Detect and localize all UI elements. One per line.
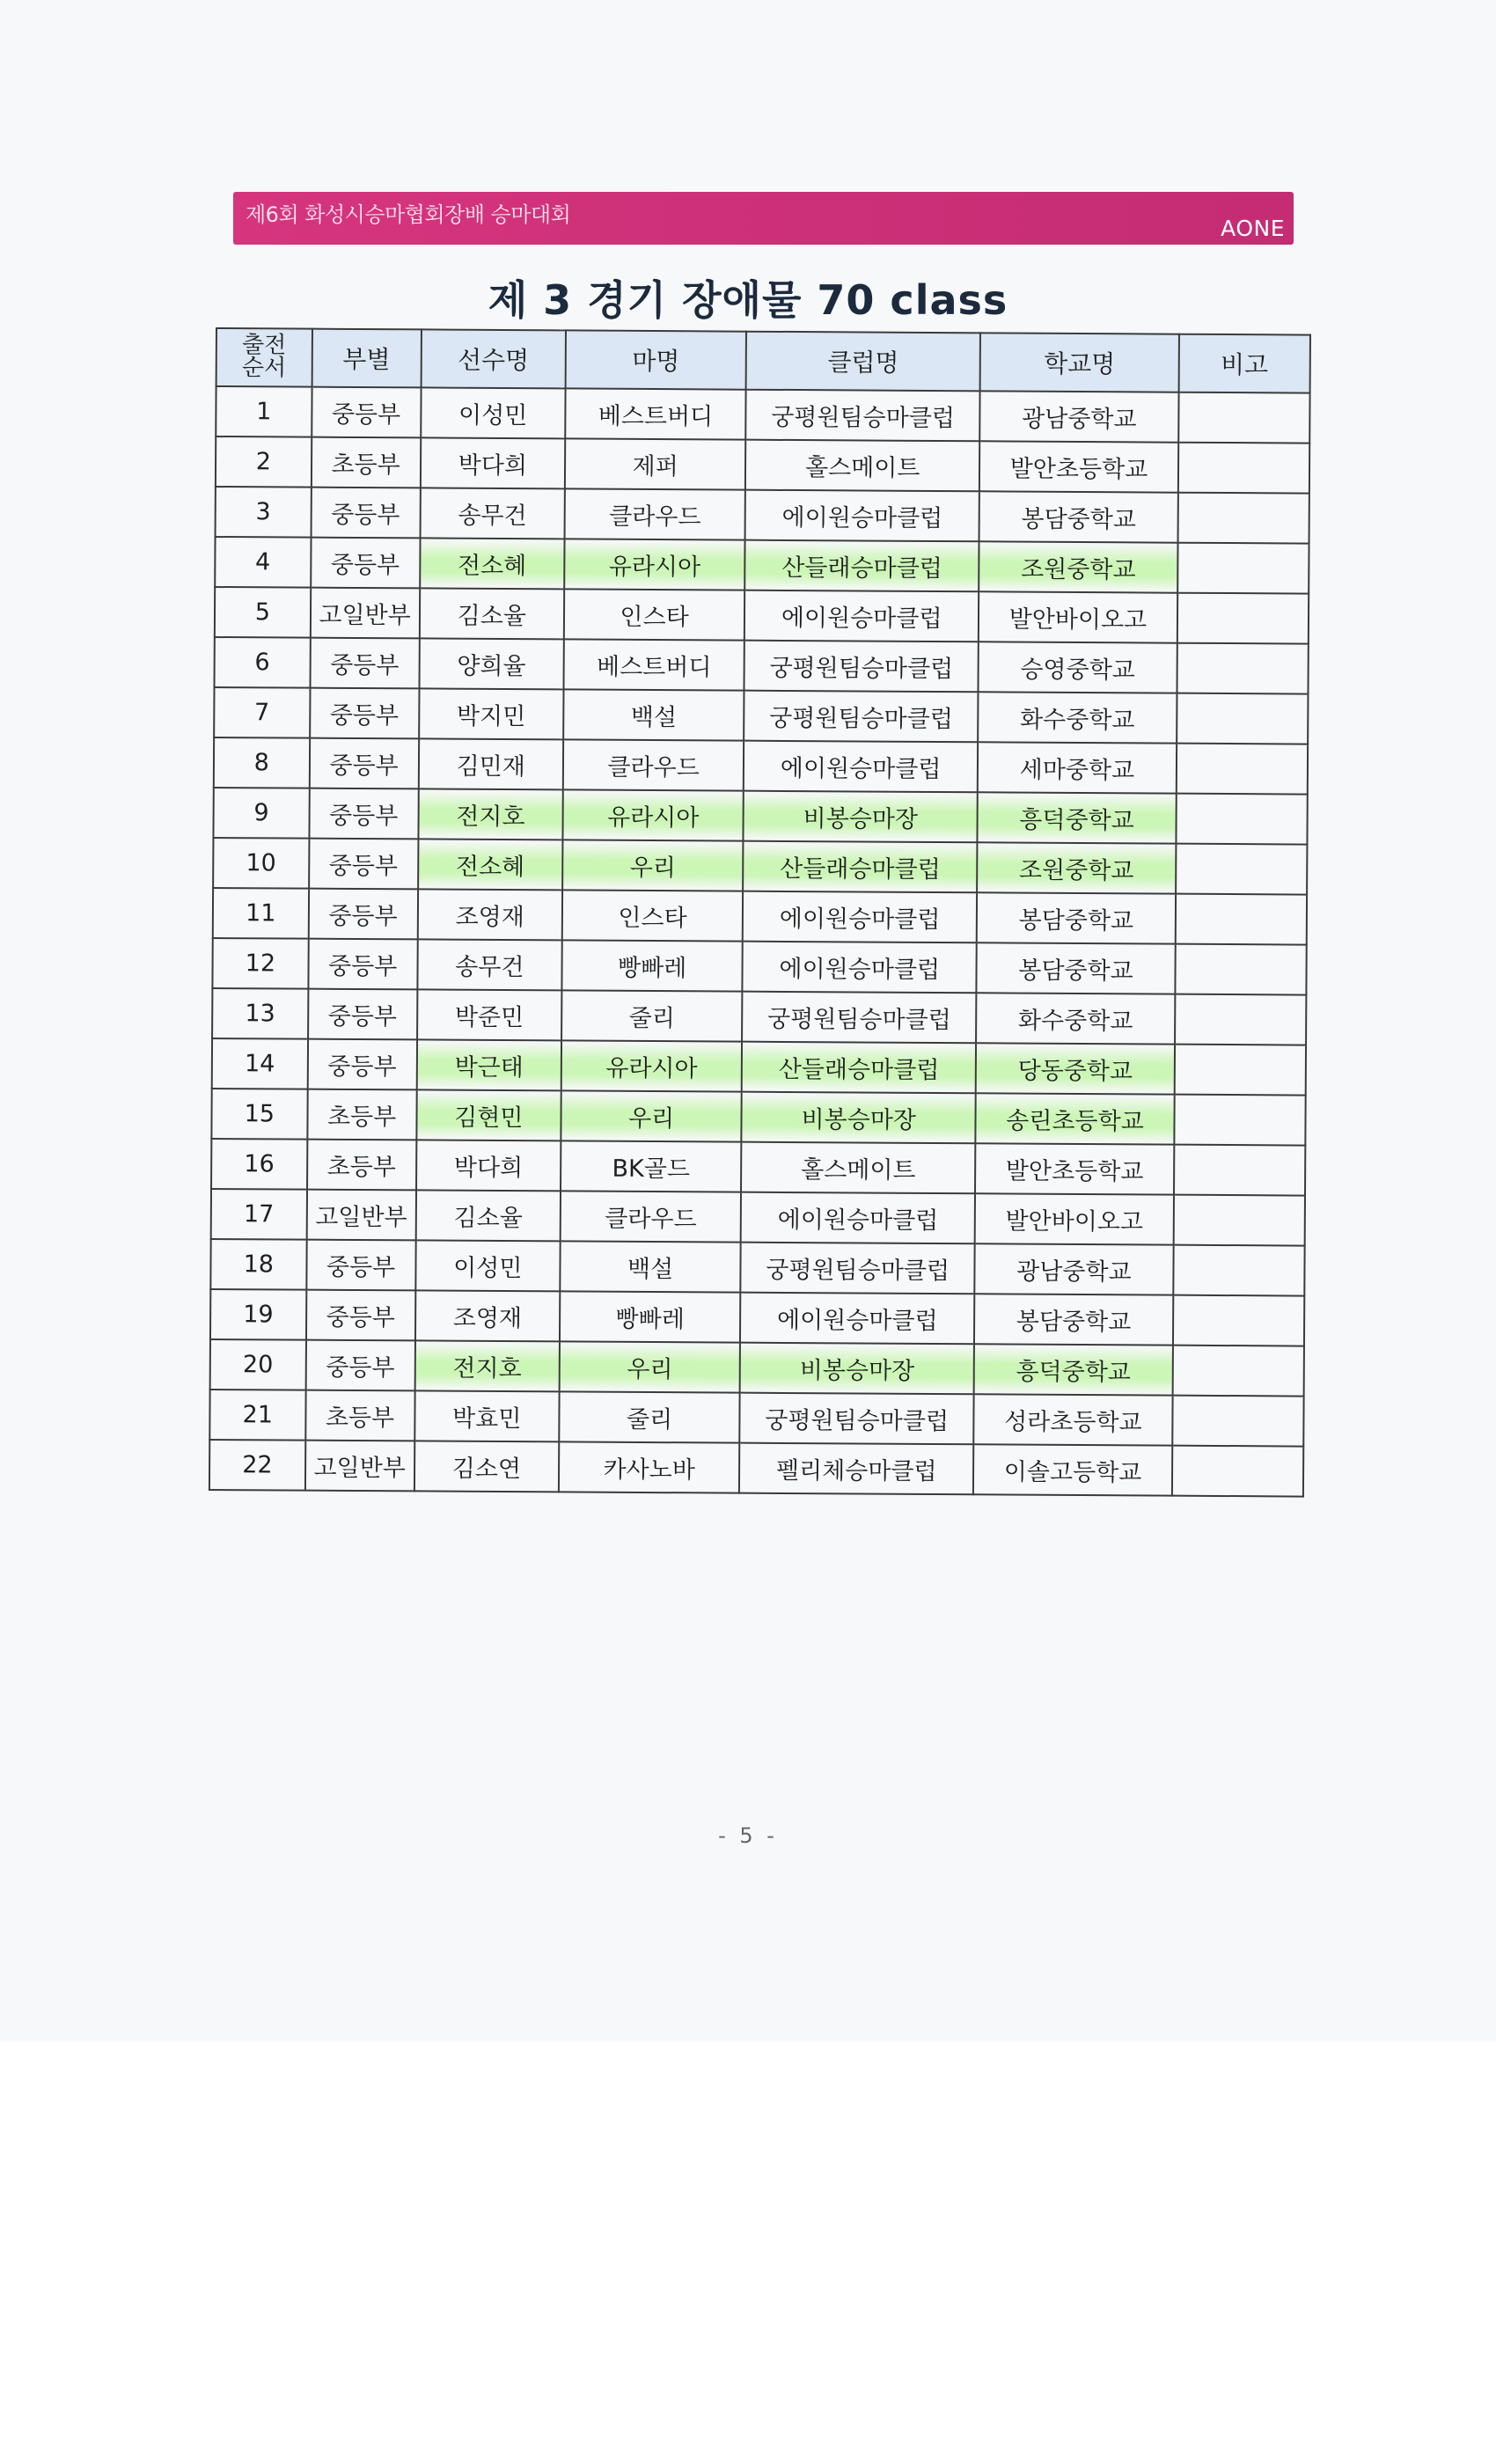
horse-cell: 유라시아 [564,539,744,590]
table-row [216,436,1309,494]
rider-cell: 조영재 [417,889,562,940]
rider-cell: 박다희 [420,437,565,488]
division-cell: 초등부 [305,1390,414,1441]
school-cell: 화수중학교 [978,692,1177,743]
club-cell: 에이원승마클럽 [744,590,979,642]
note-cell [1175,894,1307,945]
horse-cell: 제퍼 [565,438,745,489]
club-cell: 에이원승마클럽 [745,490,979,542]
column-header-order: 출전 순서 [216,328,312,387]
note-cell [1177,643,1309,694]
club-cell: 궁평원팀승마클럽 [739,1393,973,1445]
rider-cell: 김소율 [419,588,564,639]
club-cell: 산들래승마클럽 [742,1042,976,1094]
school-cell: 발안바이오고 [975,1193,1174,1244]
event-name: 제6회 화성시승마협회장배 승마대회 [246,202,571,227]
table-row [214,687,1308,744]
division-cell: 중등부 [306,1240,415,1291]
order-cell: 5 [215,587,311,638]
table-row [213,838,1307,895]
table-row [210,1339,1304,1397]
rider-cell: 송무건 [420,488,565,539]
order-cell: 14 [212,1038,308,1089]
table-row [216,487,1309,544]
division-cell: 중등부 [310,638,419,689]
school-cell: 봉담중학교 [977,892,1176,943]
horse-cell: BK골드 [561,1140,741,1192]
horse-cell: 빵빠레 [561,940,742,991]
table-row [209,1390,1303,1447]
club-cell: 궁평원팀승마클럽 [745,390,979,442]
note-cell [1172,1396,1304,1447]
order-cell: 19 [210,1289,306,1340]
school-cell: 당동중학교 [976,1043,1175,1094]
division-cell: 초등부 [307,1140,416,1191]
club-cell: 홀스메이트 [741,1142,975,1194]
note-cell [1177,543,1309,594]
rider-cell: 전소혜 [418,839,563,890]
school-cell: 발안바이오고 [979,591,1177,642]
horse-cell: 클라우드 [565,488,745,539]
school-cell: 흥덕중학교 [978,792,1177,843]
division-cell: 중등부 [309,788,418,840]
table-row [210,1239,1304,1296]
division-cell: 고일반부 [305,1441,414,1492]
order-cell: 13 [212,988,308,1039]
note-cell [1176,794,1308,845]
table-row [214,737,1308,795]
rider-cell: 박지민 [419,688,564,739]
club-cell: 궁평원팀승마클럽 [744,641,979,693]
column-header-club: 클럽명 [746,332,980,392]
club-cell: 궁평원팀승마클럽 [742,992,976,1044]
order-cell: 17 [211,1189,307,1240]
order-cell: 10 [213,838,309,889]
table-row [213,788,1307,845]
table-row [215,587,1309,644]
note-cell [1175,944,1307,995]
rider-cell: 박다희 [416,1140,561,1191]
division-cell: 중등부 [311,488,420,539]
order-cell: 22 [209,1440,305,1491]
column-header-rider: 선수명 [421,329,566,388]
note-cell [1174,1145,1306,1196]
table-row [211,1189,1305,1246]
order-cell: 18 [210,1239,306,1290]
horse-cell: 우리 [561,1090,741,1141]
table-row [216,386,1309,444]
rider-cell: 김현민 [416,1089,561,1140]
note-cell [1172,1446,1304,1497]
rider-cell: 박근태 [416,1039,561,1090]
school-cell: 봉담중학교 [977,942,1176,994]
note-cell [1177,693,1309,744]
division-cell: 중등부 [307,1039,416,1090]
order-cell: 6 [215,637,311,688]
table-row [212,938,1306,995]
order-cell: 2 [216,436,312,488]
club-cell: 에이원승마클럽 [743,891,977,943]
order-cell: 1 [216,386,312,437]
division-cell: 중등부 [308,889,417,940]
club-cell: 에이원승마클럽 [741,1192,975,1244]
division-cell: 중등부 [306,1290,415,1341]
horse-cell: 유라시아 [561,1040,742,1091]
rider-cell: 전지호 [414,1340,560,1391]
table-row [211,1139,1305,1196]
horse-cell: 클라우드 [563,739,744,790]
order-cell: 8 [214,737,310,788]
club-cell: 비봉승마장 [742,1092,976,1144]
table-row [212,1038,1306,1096]
club-cell: 에이원승마클럽 [744,741,978,793]
school-cell: 봉담중학교 [979,491,1178,542]
horse-cell: 우리 [560,1341,740,1392]
order-cell: 9 [213,788,309,839]
school-cell: 송린초등학교 [976,1093,1175,1144]
horse-cell: 인스타 [564,589,744,640]
horse-cell: 베스트버디 [565,388,745,439]
division-cell: 중등부 [312,387,421,438]
note-cell [1176,844,1308,895]
horse-cell: 카사노바 [559,1441,739,1492]
division-cell: 초등부 [307,1089,416,1140]
order-cell: 3 [216,487,312,538]
division-cell: 중등부 [311,538,420,589]
club-cell: 에이원승마클럽 [740,1293,974,1345]
division-cell: 중등부 [309,738,418,789]
school-cell: 발안초등학교 [975,1143,1174,1194]
note-cell [1177,493,1309,544]
division-cell: 초등부 [312,437,421,488]
page-number: - 5 - [718,1823,778,1848]
order-cell: 4 [215,537,311,588]
rider-cell: 양희율 [419,638,564,689]
division-cell: 고일반부 [311,588,420,639]
column-header-horse: 마명 [566,330,747,389]
club-cell: 궁평원팀승마클럽 [740,1243,974,1294]
horse-cell: 클라우드 [561,1191,741,1242]
order-cell: 21 [209,1390,305,1441]
note-cell [1173,1245,1305,1296]
horse-cell: 빵빠레 [560,1291,740,1342]
horse-cell: 인스타 [562,890,743,941]
horse-cell: 줄리 [559,1391,739,1442]
division-cell: 고일반부 [306,1190,415,1241]
club-cell: 산들래승마클럽 [743,841,977,893]
event-header-bar [233,192,1294,245]
table-row [210,1289,1304,1346]
note-cell [1177,593,1309,644]
school-cell: 화수중학교 [976,993,1175,1044]
club-cell: 궁평원팀승마클럽 [744,691,978,743]
table-body [209,386,1310,1497]
note-cell [1174,1045,1306,1096]
rider-cell: 김민재 [418,738,563,789]
club-cell: 산들래승마클럽 [744,540,979,592]
horse-cell: 백설 [563,689,744,740]
school-cell: 세마중학교 [978,742,1177,793]
rider-cell: 박준민 [417,989,562,1040]
horse-cell: 우리 [562,840,743,891]
school-cell: 이솔고등학교 [973,1444,1172,1495]
division-cell: 중등부 [309,839,418,890]
start-order-table [209,327,1311,1498]
school-cell: 발안초등학교 [979,441,1178,492]
note-cell [1178,392,1310,444]
rider-cell: 조영재 [415,1290,561,1341]
column-header-note: 비고 [1178,334,1310,393]
school-cell: 광남중학교 [975,1243,1174,1294]
table-row [212,988,1306,1045]
table-row [215,537,1309,594]
rider-cell: 전소혜 [420,538,565,589]
table-row [215,637,1309,694]
order-cell: 15 [211,1089,307,1140]
division-cell: 중등부 [308,989,417,1040]
rider-cell: 김소연 [414,1441,559,1492]
division-cell: 중등부 [308,939,417,990]
horse-cell: 줄리 [561,990,742,1041]
school-cell: 성라초등학교 [973,1394,1172,1445]
rider-cell: 김소율 [415,1190,561,1241]
table-row [209,1440,1303,1497]
note-cell [1173,1195,1305,1246]
school-cell: 봉담중학교 [974,1294,1173,1345]
school-cell: 흥덕중학교 [974,1344,1173,1395]
school-cell: 광남중학교 [979,391,1178,442]
club-cell: 비봉승마장 [740,1343,974,1395]
club-cell: 펠리체승마클럽 [739,1443,973,1495]
table-header-row [216,328,1310,393]
school-cell: 승영중학교 [979,642,1177,693]
horse-cell: 백설 [560,1241,740,1292]
club-cell: 비봉승마장 [744,791,978,843]
note-cell [1175,994,1307,1045]
column-header-division: 부별 [312,329,421,388]
rider-cell: 이성민 [415,1240,561,1291]
order-cell: 11 [213,888,309,939]
rider-cell: 이성민 [421,387,566,438]
school-cell: 조원중학교 [979,541,1177,592]
note-cell [1172,1346,1304,1397]
column-header-school: 학교명 [980,333,1179,392]
brand-label: AONE [1221,216,1285,241]
table-row [211,1089,1305,1146]
division-cell: 중등부 [305,1340,414,1391]
division-cell: 중등부 [310,688,419,739]
club-cell: 에이원승마클럽 [743,942,977,994]
order-cell: 20 [210,1339,306,1390]
order-cell: 7 [214,687,310,738]
rider-cell: 전지호 [418,788,563,840]
order-cell: 12 [212,938,308,989]
order-cell: 16 [211,1139,307,1190]
horse-cell: 베스트버디 [564,639,744,690]
note-cell [1174,1095,1306,1146]
note-cell [1178,443,1310,494]
rider-cell: 박효민 [414,1390,560,1441]
table-row [213,888,1307,945]
page-title: 제 3 경기 장애물 70 class [488,276,1008,324]
note-cell [1176,744,1308,795]
club-cell: 홀스메이트 [745,440,979,492]
note-cell [1173,1295,1305,1346]
rider-cell: 송무건 [417,939,562,990]
school-cell: 조원중학교 [977,842,1176,893]
horse-cell: 유라시아 [562,789,743,840]
